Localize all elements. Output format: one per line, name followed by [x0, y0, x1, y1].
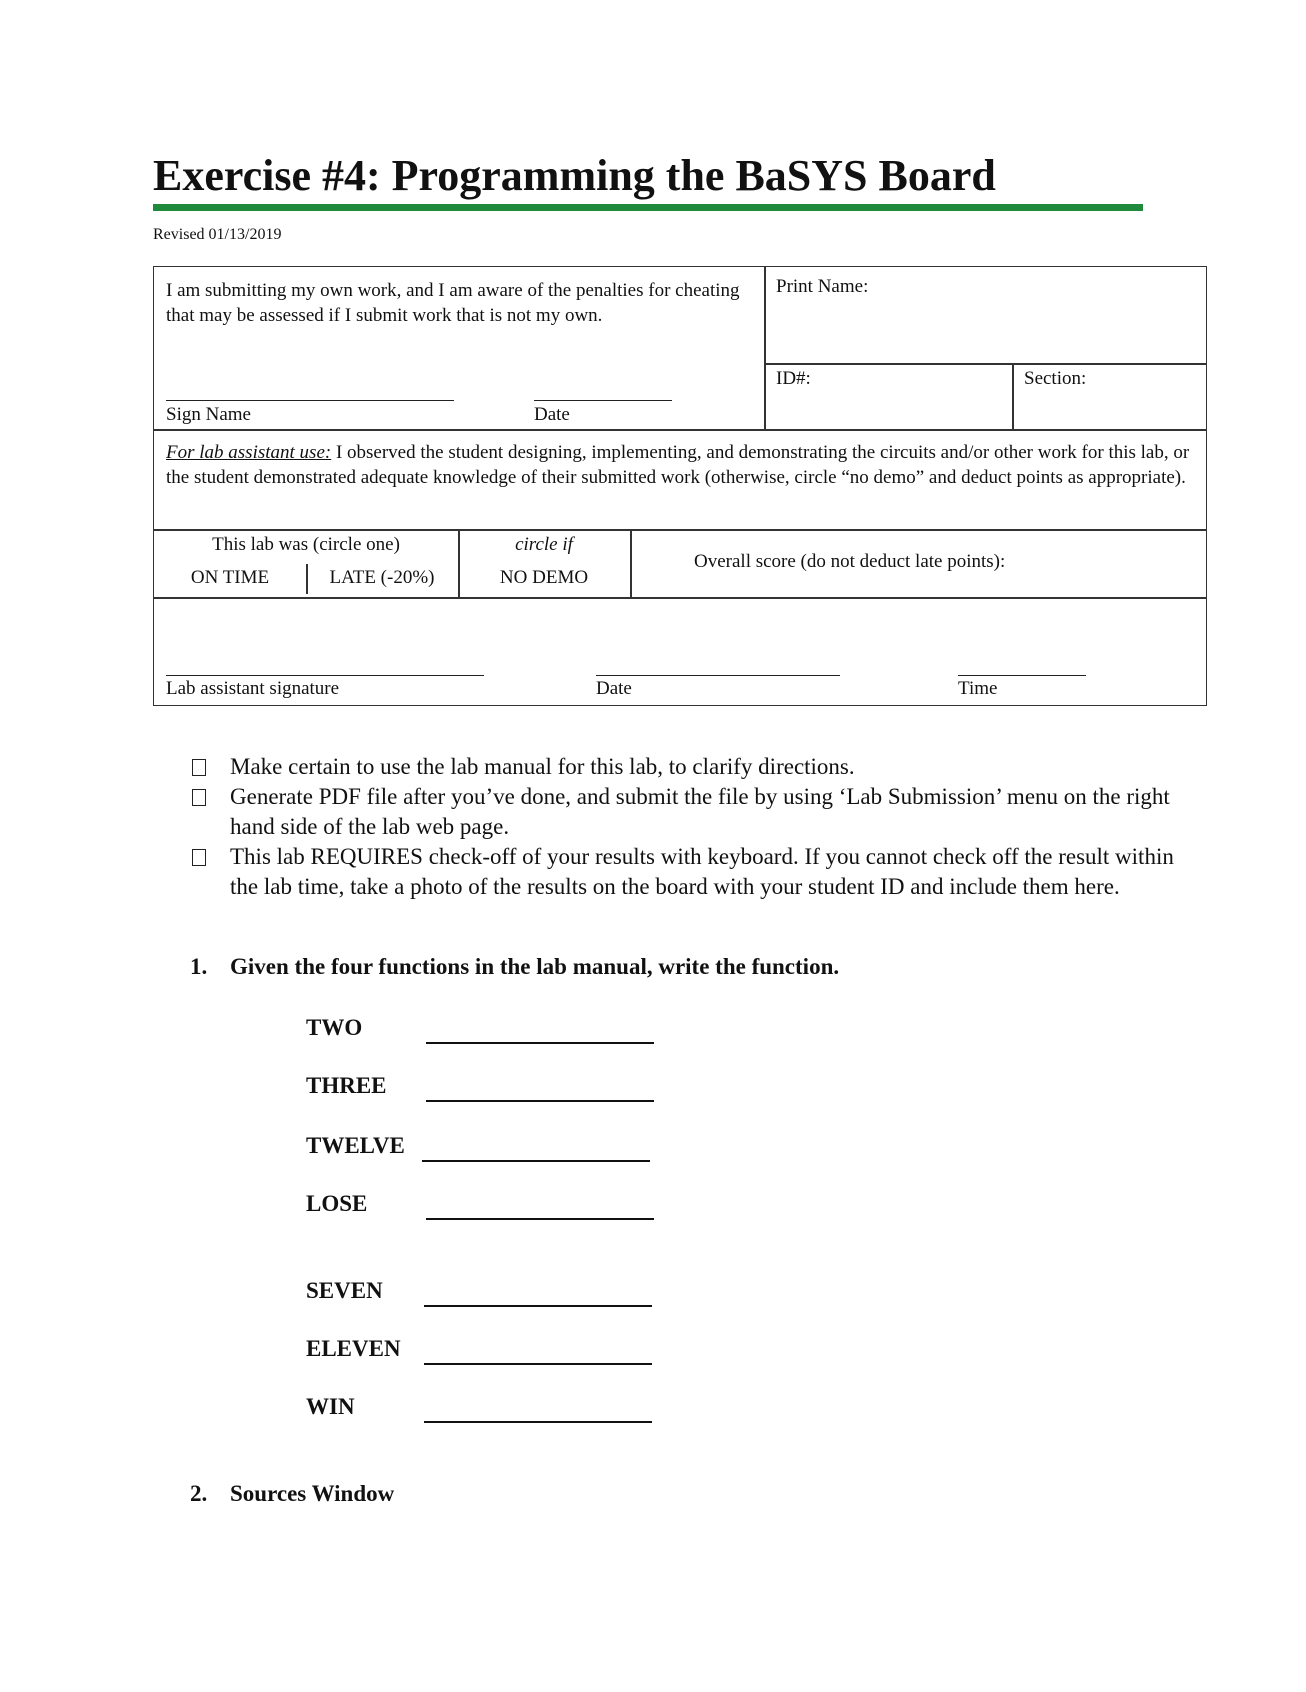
checkbox-icon: [192, 789, 206, 806]
instruction-text: Generate PDF file after you’ve done, and submit the file by using ‘Lab Submission’ menu on the right hand side of the lab web page.: [230, 784, 1170, 839]
answer-line-eleven[interactable]: [424, 1363, 652, 1365]
print-name-label: Print Name:: [776, 276, 869, 297]
answer-line-two[interactable]: [426, 1042, 654, 1044]
function-label-two: TWO: [306, 1015, 363, 1040]
divider: [630, 529, 632, 597]
answer-line-lose[interactable]: [426, 1218, 654, 1220]
assistant-signature-line[interactable]: [166, 675, 484, 676]
assistant-prefix: For lab assistant use:: [166, 442, 332, 463]
circle-if-label: circle if: [515, 534, 573, 555]
assistant-text: I observed the student designing, implementing, and demonstrating the circuits and/or other work for this lab, or the student demonstrated adequate knowledge of their submitted work (otherwise, circle “no demo” and deduct points as appropriate).: [166, 442, 1190, 488]
assistant-signature-label: Lab assistant signature: [166, 678, 340, 699]
divider: [764, 267, 766, 429]
id-label: ID#:: [776, 368, 811, 389]
assistant-time-label: Time: [958, 678, 998, 699]
answer-line-seven[interactable]: [424, 1305, 652, 1307]
date-line[interactable]: [534, 400, 672, 401]
list-item: [190, 782, 1190, 842]
overall-score-label: Overall score (do not deduct late points):: [694, 551, 1006, 572]
function-label-three: THREE: [306, 1073, 387, 1098]
question-2-text: Sources Window: [230, 1481, 395, 1506]
assistant-date-label: Date: [596, 678, 632, 699]
function-label-lose: LOSE: [306, 1191, 368, 1216]
function-label-twelve: TWELVE: [306, 1133, 405, 1158]
submission-form: [153, 266, 1207, 706]
divider: [154, 429, 1206, 431]
instruction-list: [190, 752, 1190, 902]
page-title: Exercise #4: Programming the BaSYS Board: [153, 151, 996, 200]
assistant-date-line[interactable]: [596, 675, 840, 676]
divider: [154, 597, 1206, 599]
answer-line-win[interactable]: [424, 1421, 652, 1423]
section-label: Section:: [1024, 368, 1087, 389]
function-label-win: WIN: [306, 1394, 355, 1419]
assistant-statement: [166, 440, 1196, 490]
list-item: [190, 752, 1190, 782]
no-demo-option[interactable]: NO DEMO: [499, 567, 589, 588]
title-rule: [153, 204, 1143, 211]
divider: [1012, 363, 1014, 429]
question-2-number: 2.: [190, 1481, 208, 1506]
answer-line-three[interactable]: [426, 1100, 654, 1102]
question-1-number: 1.: [190, 954, 208, 979]
answer-line-twelve[interactable]: [422, 1160, 650, 1162]
sign-line[interactable]: [166, 400, 454, 401]
divider: [154, 529, 1206, 531]
sign-name-label: Sign Name: [166, 404, 251, 425]
on-time-option[interactable]: ON TIME: [190, 567, 270, 588]
function-label-eleven: ELEVEN: [306, 1336, 401, 1361]
divider: [764, 363, 1206, 365]
late-option[interactable]: LATE (-20%): [329, 567, 435, 588]
checkbox-icon: [192, 849, 206, 866]
checkbox-icon: [192, 759, 206, 776]
list-item: [190, 842, 1190, 902]
honesty-statement: I am submitting my own work, and I am aware of the penalties for cheating that may be assessed if I submit work that is not my own.: [166, 280, 740, 326]
lab-was-label: This lab was (circle one): [212, 534, 400, 555]
function-label-seven: SEVEN: [306, 1278, 383, 1303]
instruction-text: This lab REQUIRES check-off of your results with keyboard. If you cannot check off the result within the lab time, take a photo of the results on the board with your student ID and include them here.: [230, 844, 1174, 899]
instruction-text: Make certain to use the lab manual for this lab, to clarify directions.: [230, 754, 855, 779]
revised-date: Revised 01/13/2019: [153, 226, 282, 243]
date-label: Date: [534, 404, 570, 425]
assistant-time-line[interactable]: [958, 675, 1086, 676]
question-1-text: Given the four functions in the lab manual, write the function.: [230, 954, 840, 979]
